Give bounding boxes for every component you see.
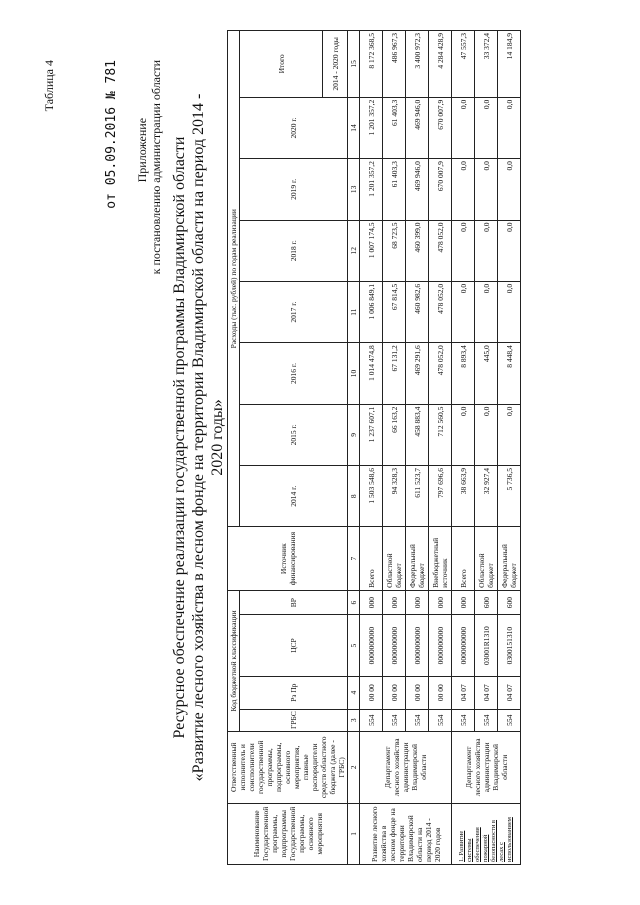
head-total-period: 2014 - 2020 годы [323, 31, 348, 98]
col-number: 9 [348, 404, 360, 465]
value-cell: 0,0 [498, 281, 521, 342]
appendix-title: Приложение [135, 117, 149, 183]
value-cell: 0,0 [475, 159, 498, 220]
value-cell: 61 403,3 [383, 97, 406, 158]
total-cell: 3 400 972,3 [406, 31, 429, 98]
value-cell: 68 723,5 [383, 220, 406, 281]
value-cell: 94 328,3 [383, 466, 406, 527]
head-year-2016: 2016 г. [240, 343, 348, 404]
col-number: 7 [348, 527, 360, 590]
csr-cell: 0000000000 [406, 615, 429, 676]
source-cell: Внебюджетный источник [429, 527, 452, 590]
value-cell: 0,0 [452, 404, 475, 465]
col-number: 3 [348, 709, 360, 732]
vr-cell: 600 [498, 590, 521, 615]
value-cell: 460 399,0 [406, 220, 429, 281]
value-cell: 469 946,0 [406, 97, 429, 158]
total-cell: 33 372,4 [475, 31, 498, 98]
total-cell: 47 557,3 [452, 31, 475, 98]
grbs-cell: 554 [475, 709, 498, 732]
value-cell: 478 052,0 [429, 281, 452, 342]
value-cell: 67 814,5 [383, 281, 406, 342]
head-grbs: ГРБС [240, 709, 348, 732]
program-responsible: Департамент лесного хозяйства администрации Владимирской области [360, 732, 452, 804]
value-cell: 1 014 474,8 [360, 343, 383, 404]
grbs-cell: 554 [498, 709, 521, 732]
total-cell: 8 172 368,5 [360, 31, 383, 98]
head-source: Источник финансирования [228, 527, 348, 590]
value-cell: 1 006 849,1 [360, 281, 383, 342]
head-year-2018: 2018 г. [240, 220, 348, 281]
head-total: Итого [240, 31, 323, 98]
value-cell: 797 696,6 [429, 466, 452, 527]
value-cell: 0,0 [452, 159, 475, 220]
value-cell: 458 883,4 [406, 404, 429, 465]
value-cell: 61 403,3 [383, 159, 406, 220]
value-cell: 0,0 [452, 281, 475, 342]
value-cell: 8 893,4 [452, 343, 475, 404]
col-number: 8 [348, 466, 360, 527]
vr-cell: 000 [360, 590, 383, 615]
value-cell: 469 291,6 [406, 343, 429, 404]
csr-cell: 0000000000 [452, 615, 475, 676]
csr-cell: 0000000000 [383, 615, 406, 676]
head-year-2020: 2020 г. [240, 97, 348, 158]
csr-cell: 03001R1310 [475, 615, 498, 676]
value-cell: 0,0 [452, 97, 475, 158]
col-number: 12 [348, 220, 360, 281]
source-cell: Всего [360, 527, 383, 590]
csr-cell: 0000000000 [429, 615, 452, 676]
col-number: 11 [348, 281, 360, 342]
total-cell: 4 284 428,9 [429, 31, 452, 98]
value-cell: 478 052,0 [429, 343, 452, 404]
value-cell: 0,0 [498, 220, 521, 281]
value-cell: 1 503 548,6 [360, 466, 383, 527]
head-responsible: Ответственный исполнитель и соисполнители государственной программы, подпрограммы, основного мероприятия, главные распорядители средств областного бюджета (далее - ГРБС) [228, 732, 348, 804]
source-cell: Федеральный бюджет [498, 527, 521, 590]
csr-cell: 0000000000 [360, 615, 383, 676]
resource-table [227, 30, 521, 865]
col-number: 10 [348, 343, 360, 404]
value-cell: 38 663,9 [452, 466, 475, 527]
rzpr-cell: 00 00 [429, 676, 452, 709]
value-cell: 66 163,2 [383, 404, 406, 465]
value-cell: 670 007,9 [429, 159, 452, 220]
rzpr-cell: 00 00 [360, 676, 383, 709]
value-cell: 1 237 607,1 [360, 404, 383, 465]
head-name: Наименование Государственной программы, подпрограммы Государственной программы, основного мероприятия [228, 803, 348, 864]
vr-cell: 600 [475, 590, 498, 615]
value-cell: 611 523,7 [406, 466, 429, 527]
source-cell: Областной бюджет [383, 527, 406, 590]
value-cell: 0,0 [498, 97, 521, 158]
rzpr-cell: 04 07 [452, 676, 475, 709]
value-cell: 1 007 174,5 [360, 220, 383, 281]
table-row [452, 31, 475, 865]
subprogram-name: 1. Развитие системы обеспечения пожарной безопасности в лесах с использованием [452, 803, 521, 864]
table-row [360, 31, 383, 865]
value-cell: 460 982,6 [406, 281, 429, 342]
rzpr-cell: 04 07 [475, 676, 498, 709]
value-cell: 0,0 [498, 159, 521, 220]
head-year-2017: 2017 г. [240, 281, 348, 342]
col-number: 14 [348, 97, 360, 158]
grbs-cell: 554 [429, 709, 452, 732]
grbs-cell: 554 [452, 709, 475, 732]
head-year-2019: 2019 г. [240, 159, 348, 220]
vr-cell: 000 [406, 590, 429, 615]
resolution-date: от 05.09.2016 № 781 [104, 60, 119, 209]
value-cell: 8 448,4 [498, 343, 521, 404]
title-line-2: «Развитие лесного хозяйства в лесном фонде на территории Владимирской области на период 2014 - 2020 годы» [190, 93, 226, 782]
head-csr: ЦСР [240, 615, 348, 676]
value-cell: 0,0 [475, 281, 498, 342]
col-number: 2 [348, 732, 360, 804]
value-cell: 0,0 [475, 220, 498, 281]
table-label: Таблица 4 [42, 60, 56, 112]
value-cell: 0,0 [498, 404, 521, 465]
source-cell: Областной бюджет [475, 527, 498, 590]
value-cell: 32 927,4 [475, 466, 498, 527]
col-number: 13 [348, 159, 360, 220]
head-year-2015: 2015 г. [240, 404, 348, 465]
value-cell: 445,0 [475, 343, 498, 404]
grbs-cell: 554 [406, 709, 429, 732]
vr-cell: 000 [452, 590, 475, 615]
col-number: 4 [348, 676, 360, 709]
value-cell: 1 201 357,2 [360, 159, 383, 220]
head-budget-code: Код бюджетной классификации [228, 590, 240, 731]
value-cell: 712 560,5 [429, 404, 452, 465]
program-name: Развитие лесного хозяйства в лесном фонде на территории Владимирской области на период 2014 - 2020 годов [360, 803, 452, 864]
value-cell: 1 201 357,2 [360, 97, 383, 158]
subprogram-responsible: Департамент лесного хозяйства администрации Владимирской области [452, 732, 521, 804]
col-number: 15 [348, 31, 360, 98]
total-cell: 486 967,3 [383, 31, 406, 98]
rzpr-cell: 00 00 [383, 676, 406, 709]
value-cell: 0,0 [475, 404, 498, 465]
col-number: 1 [348, 803, 360, 864]
vr-cell: 000 [429, 590, 452, 615]
appendix-header [135, 60, 163, 274]
head-vr: ВР [240, 590, 348, 615]
total-cell: 14 184,9 [498, 31, 521, 98]
value-cell: 670 007,9 [429, 97, 452, 158]
value-cell: 469 946,0 [406, 159, 429, 220]
head-rzpr: Рз Пр [240, 676, 348, 709]
value-cell: 0,0 [452, 220, 475, 281]
document-title [170, 90, 227, 785]
title-line-1: Ресурсное обеспечение реализации государственной программы Владимирской области [171, 136, 188, 739]
rzpr-cell: 04 07 [498, 676, 521, 709]
rzpr-cell: 00 00 [406, 676, 429, 709]
value-cell: 67 131,2 [383, 343, 406, 404]
appendix-subtitle: к постановлению администрации области [149, 60, 163, 275]
head-expenses: Расходы (тыс. рублей) по годам реализации [228, 31, 240, 527]
value-cell: 5 736,5 [498, 466, 521, 527]
value-cell: 0,0 [475, 97, 498, 158]
head-year-2014: 2014 г. [240, 466, 348, 527]
value-cell: 478 052,0 [429, 220, 452, 281]
vr-cell: 000 [383, 590, 406, 615]
source-cell: Всего [452, 527, 475, 590]
source-cell: Федеральный бюджет [406, 527, 429, 590]
grbs-cell: 554 [383, 709, 406, 732]
col-number: 5 [348, 615, 360, 676]
grbs-cell: 554 [360, 709, 383, 732]
csr-cell: 0300151310 [498, 615, 521, 676]
col-number: 6 [348, 590, 360, 615]
